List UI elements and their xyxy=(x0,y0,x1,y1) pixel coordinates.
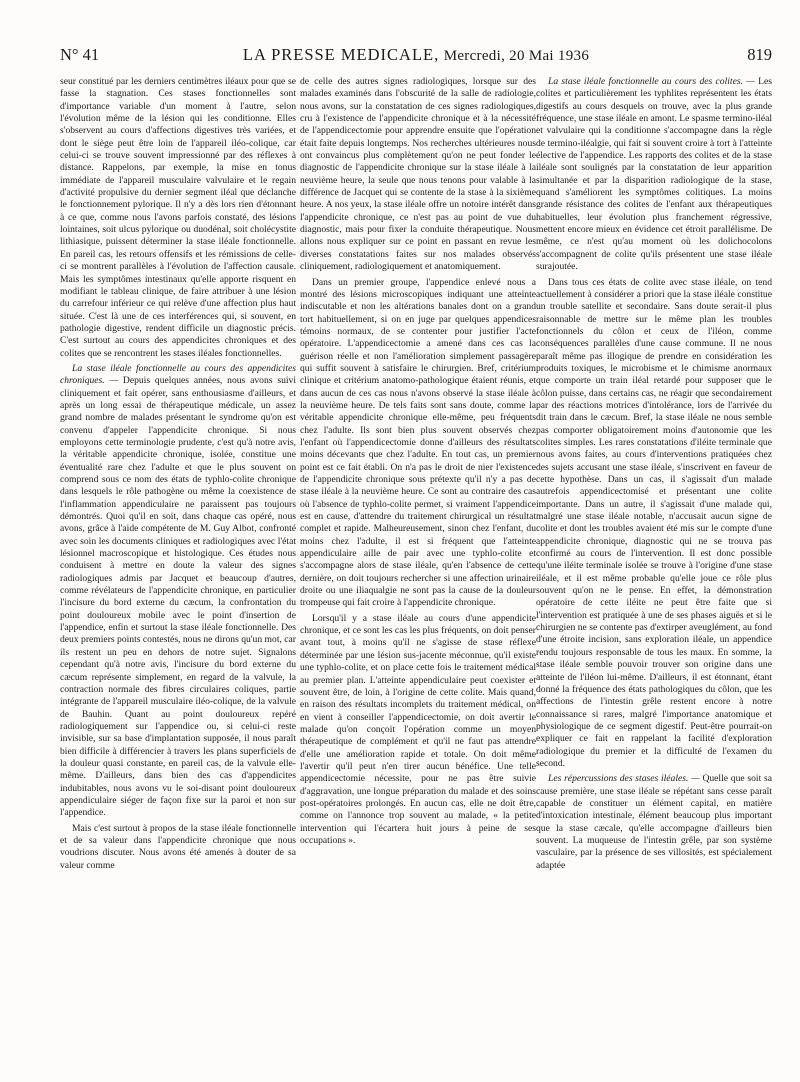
paragraph: Dans tous ces états de colite avec stase iléale, on tend actuellement à considérer a priori que la stase iléale constitue un trouble satellite et secondaire. Sans doute serait-il plus raisonnable de mettre sur le même plan les troubles fonctionnels du côlon et ceux de l'iléon, comme conséquences parallèles d'une cause commune. Il ne nous paraît même pas illogique de prendre en considération les produits toxiques, le microbisme et le chimisme anormaux que comporte un train iléal retardé pour supposer que le côlon puisse, dans certains cas, ne réagir que secondairement par des réactions motrices d'intolérance, lors de l'arrivée du dit train dans le cæcum. Bref, la stase iléale ne nous semble pas comporter obligatoirement moins d'autonomie que les colites simples. Les rares constatations d'iléite terminale que nous avons faites, au cours d'interventions pratiquées chez des sujets accusant une stase iléale, s'inscrivent en faveur de cette hypothèse. Dans un cas, il s'agissait d'un malade autrefois appendicectomisé et présentant une colite importante. Dans un autre, il s'agissait d'une malade qui, malgré une stase iléale notable, n'accusait aucun signe de colite et dont les troubles avaient été mis sur le compte d'une appendicite chronique, diagnostic qui ne se trouva pas confirmé au cours de l'intervention. Il est donc possible qu'une iléite terminale isolée se trouve à l'origine d'une stase iléale, et il est même probable qu'elle joue ce rôle plus souvent qu'on ne le pense. En effet, la démonstration opératoire de cette iléite ne peut être faite que si l'intervention est pratiquée à une de ses phases aiguës et si le chirurgien ne se contente pas d'extirper aveuglément, au fond d'une étroite incision, sans exploration iléale, un appendice rendu toujours responsable de tous les maux. En somme, la stase iléale semble pouvoir trouver son origine dans une atteinte de l'iléon lui-même. D'ailleurs, il est étonnant, étant donné la fréquence des états pathologiques du côlon, que les affections de l'intestin grêle restent encore à notre connaissance si rares, malgré l'importance anatomique et physiologique de ce segment digestif. Peut-être pourrait-on expliquer ce fait en rappelant la facilité d'exploration radiologique du premier et la difficulté de l'examen du second. xyxy=(536,276,772,769)
text-column-3 xyxy=(536,76,772,1076)
paragraph: Lorsqu'il y a stase iléale au cours d'une appendicite chronique, et ce sont les cas les plus fréquents, on doit penser avant tout, à moins qu'il ne s'agisse de stase réflexe déterminée par une lésion sus-jacente méconnue, qu'il existe une typhlo-colite, et on place cette fois le traitement médical au premier plan. L'atteinte appendiculaire peut coexister et souvent être, de loin, à l'origine de cette colite. Mais quand, en raison des résultats incomplets du traitement médical, on en vient à conseiller l'appendicectomie, on doit avertir le malade qu'on conçoit l'opération comme un moyen thérapeutique de complément et qu'il ne faut pas attendre d'elle une amélioration rapide et totale. On doit même l'avertir qu'il peut n'en tirer aucun bénéfice. Une telle appendicectomie nécessite, pour ne pas être suivie d'aggravation, une longue préparation du malade et des soins post-opératoires prolongés. En aucun cas, elle ne doit être, comme on l'annonce trop souvent au malade, « la petite intervention qui l'écartera huit jours à peine de ses occupations ». xyxy=(300,612,536,846)
paragraph-with-subheading xyxy=(536,76,772,274)
header-center xyxy=(60,44,772,67)
paragraph-text: Depuis quelques années, nous avons suivi cliniquement et fait opérer, sans enthousiasme d'ailleurs, et après un long essai de thérapeutique médicale, un assez grand nombre de malades présentant le syndrome qu'on est convenu d'appeler l'appendicite chronique. Si nous employons cette terminologie prudente, c'est qu'à notre avis, la véritable appendicite chronique, isolée, constitue une éventualité rare chez l'adulte et que le plus souvent on comprend sous ce nom des états de typhlo-colite chronique dans lesquels le rôle pathogène ou même la coexistence de l'inflammation appendiculaire ne paraissent pas toujours démontrés. Quoi qu'il en soit, dans chaque cas opéré, nous avons, grâce à l'aide compétente de M. Guy Albot, confronté avec soin les documents cliniques et radiologiques avec l'état lésionnel macroscopique et histologique. Ces études nous conduisent à mettre en doute la valeur des signes radiologiques admis par Jacquet et beaucoup d'autres, comme révélateurs de l'appendicite chronique, en particulier l'incisure du bord externe du cæcum, la confrontation du point douloureux mobile avec le point d'insertion de l'appendice, enfin et surtout la stase iléale fonctionnelle. Des deux premiers points contestés, nous ne dirons qu'un mot, car ils restent un peu en dehors de notre sujet. Signalons cependant qu'à notre avis, l'incisure du bord externe du cæcum représente simplement, en regard de la valvule, la contraction normale des fibres circulaires coliques, partie intégrante de l'appareil musculaire iléo-colique, de la valvule de Bauhin. Quant au point douloureux repéré radiologiquement sur l'appendice ou, si celui-ci reste invisible, sur sa base d'implantation supposée, il nous paraît bien difficile à différencier à travers les plans superficiels de la douleur quasi constante, en pareil cas, de la valvule elle-même. D'ailleurs, dans bien des cas d'appendicites indubitables, nous avons vu le soi-disant point douloureux appendiculaire siéger de façon fixe sur la paroi et non sur l'appendice. xyxy=(60,375,296,819)
paragraph: seur constitué par les derniers centimètres iléaux pour que se fasse la stagnation. Ces stases fonctionnelles sont d'importance variable d'un moment à l'autre, selon l'évolution même de la lésion qui les conditionne. Elles s'observent au cours d'affections digestives très variées, et dont le siège peut être loin de l'appareil iléo-colique, car celui-ci se trouve souvent impressionné par des réflexes à distance. Rappelons, par exemple, la mise en tonus immédiate de l'appareil musculaire valvulaire et le regain d'activité propulsive du dernier segment iléal que déclanche le fonctionnement pylorique. Il n'y a dès lors rien d'étonnant à ce que, comme nous l'avons parfois constaté, des lésions lointaines, soit ulcus pylorique ou duodénal, soit cholécystite lithiasique, puissent déterminer la stase iléale fonctionnelle. En pareil cas, les retours offensifs et les rémissions de celle-ci se montrent parallèles à l'évolution de l'affection causale. Mais les symptômes intestinaux qu'elle apporte risquent en modifiant le tableau clinique, de faire attribuer à une lésion du carrefour inférieur ce qui relève d'une affection plus haut située. C'est là une de ces interférences qui, si souvent, en pathologie digestive, rendent difficile un diagnostic précis. C'est surtout au cours des appendicites chroniques et des colites que se rencontrent les stases iléales fonctionnelles. xyxy=(60,76,296,359)
paragraph-text: Quelle que soit sa cause première, une stase iléale se répétant sans cesse paraît capable de constituer un élément capital, en matière d'intoxication intestinale, élément beaucoup plus important que la stase cæcale, qu'elle accompagne d'ailleurs bien souvent. La muqueuse de l'intestin grêle, par son système vasculaire, par la présence de ses villosités, est spécialement adaptée xyxy=(536,773,772,871)
paragraph: Dans un premier groupe, l'appendice enlevé nous a montré des lésions microscopiques indiquant une atteinte indiscutable et non les altérations banales dont on a grand tort habituellement, si on en juge par quelques appendices témoins normaux, de se contenter pour justifier l'acte opératoire. L'appendicectomie a amené dans ces cas la guérison réelle et non l'amélioration simplement passagère qui suffit souvent à satisfaire le chirurgien. Bref, critérium clinique et critérium anatomo-pathologique étaient réunis, et dans aucun de ces cas nous n'avons observé la stase iléale à la neuvième heure. De tels faits sont sans doute, comme la véritable appendicite chronique elle-même, peu fréquents chez l'adulte. Ils sont bien plus souvent observés chez l'enfant où l'appendicectomie donne d'ailleurs des résultats moins décevants que chez l'adulte. En tout cas, un premier point est ce fait établi. On n'a pas le droit de nier l'existence de l'appendicite chronique sous prétexte qu'il n'y a pas de stase iléale à la neuvième heure. Ce sont au contraire des cas où l'absence de typhlo-colite permet, si vraiment l'appendice est en cause, d'attendre du traitement chirurgical un résultat complet et rapide. Malheureusement, sinon chez l'enfant, du moins chez l'adulte, il est si fréquent que l'atteinte appendiculaire aille de pair avec une typhlo-colite et s'accompagne alors de stase iléale, qu'en l'absence de cette dernière, on doit toujours rechercher si une affection urinaire droite ou une iliaqualgie ne sont pas la cause de la douleur trompeuse qui fait croire à l'appendicite chronique. xyxy=(300,276,536,609)
issue-number: N° 41 xyxy=(60,45,100,64)
text-column-2 xyxy=(300,76,536,1076)
subheading: La stase iléale fonctionnelle au cours des appendicites chroniques. — xyxy=(60,362,296,387)
paragraph: de celle des autres signes radiologiques, lorsque sur des malades examinés dans l'obscurité de la salle de radiologie, nous avons, sur la constatation de ces signes radiologiques, cru à l'existence de l'appendicite chronique et à la nécessité de l'appendicectomie pour apprendre ensuite que l'opération était faite depuis longtemps. Nos recherches ultérieures nous ont convaincus plus complètement qu'on ne peut fonder le diagnostic de l'appendicite chronique sur la stase iléale à la neuvième heure, la seule que nous tenons pour valable à la différence de Jacquet qui se contente de la stase à la sixième heure. A nos yeux, la stase iléale offre un notoire intérêt dans l'appendicite chronique, ce n'est pas au point de vue du diagnostic, mais pour fixer la conduite thérapeutique. Nous allons nous expliquer sur ce point en passant en revue les diverses constatations faites sur nos malades observés cliniquement, radiologiquement et anatomiquement. xyxy=(300,76,536,273)
issue-date: Mercredi, 20 Mai 1936 xyxy=(443,48,590,64)
journal-title: LA PRESSE MEDICALE, xyxy=(242,45,440,64)
paragraph-with-subheading xyxy=(60,363,296,820)
text-column-1 xyxy=(60,76,296,1076)
paragraph-text: Les colites et particulièrement les typhlites représentent les états digestifs au cours desquels on trouve, avec la plus grande fréquence, une stase iléale en amont. Le spasme termino-iléal et valvulaire qui la conditionne s'accompagne dans la règle de termino-iléalgie, qui fait si souvent croire à tort à l'atteinte élective de l'appendice. Les rapports des colites et de la stase iléale sont soulignés par la constatation de leur apparition simultanée et par la disparition radiologique de la stase, quand s'améliorent les symptômes colitiques. La moins grande résistance des colites de l'enfant aux thérapeutiques habituelles, leur évolution plus franchement régressive, mettent encore mieux en évidence cet étroit parallélisme. De même, ce n'est qu'au moment où les dolichocolons s'accompagnent de colite qu'ils présentent une stase iléale surajoutée. xyxy=(536,76,772,273)
paragraph-with-subheading xyxy=(536,773,772,872)
page-number: 819 xyxy=(747,45,772,64)
subheading: La stase iléale fonctionnelle au cours des colites. — xyxy=(548,76,755,87)
subheading: Les répercussions des stases iléales. — xyxy=(548,773,700,785)
page-header xyxy=(60,44,772,66)
paragraph: Mais c'est surtout à propos de la stase iléale fonctionnelle et de sa valeur dans l'appendicite chronique que nous voudrions discuter. Nous avons été amenés à douter de sa valeur comme xyxy=(60,822,296,871)
